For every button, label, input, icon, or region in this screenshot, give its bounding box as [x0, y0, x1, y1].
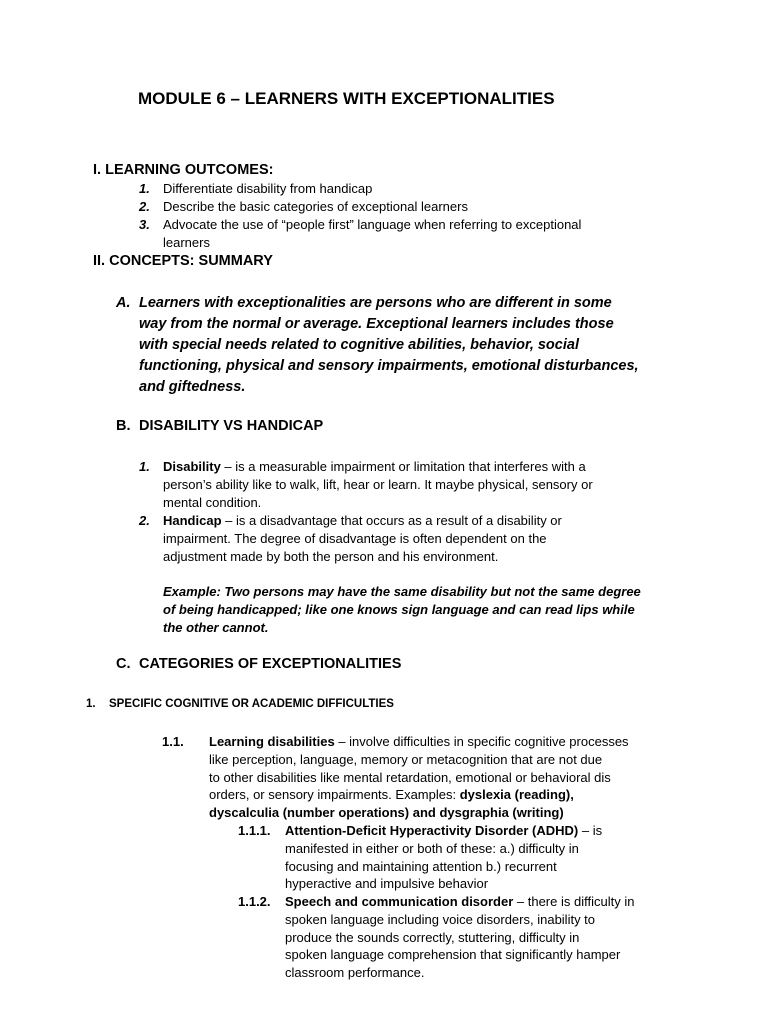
paragraph-line: produce the sounds correctly, stuttering, difficulty in: [285, 929, 580, 945]
paragraph-text: – is: [578, 823, 603, 838]
example-paragraph: [163, 583, 641, 636]
definition-text: – is a disadvantage that occurs as a result of a disability or: [221, 513, 562, 528]
term-handicap: Handicap: [163, 513, 222, 528]
outcome-number: 3.: [139, 217, 150, 232]
paragraph-text: – involve difficulties in specific cognitive processes: [334, 734, 629, 749]
paragraph-line: hyperactive and impulsive behavior: [285, 876, 489, 892]
outcome-text: Describe the basic categories of exceptional learners: [163, 199, 468, 214]
paragraph-line: Learners with exceptionalities are persons who are different in some: [139, 295, 612, 311]
adhd-paragraph: [285, 822, 602, 893]
paragraph-line: spoken language comprehension that significantly hamper: [285, 947, 621, 963]
paragraph-line: to other disabilities like mental retardation, emotional or behavioral dis: [209, 769, 611, 785]
section-a-paragraph: [139, 293, 639, 398]
paragraph-line: way from the normal or average. Exceptional learners includes those: [139, 316, 614, 332]
disability-definition: [163, 458, 593, 511]
definition-line: impairment. The degree of disadvantage is often dependent on the: [163, 530, 547, 546]
paragraph-text: orders, or sensory impairments. Examples:: [209, 787, 460, 803]
definition-line: person’s ability like to walk, lift, hear or learn. It maybe physical, sensory or: [163, 476, 593, 492]
examples-bold: dyslexia (reading),: [459, 787, 574, 803]
definition-line: adjustment made by both the person and his environment.: [163, 548, 499, 564]
paragraph-line: and giftedness.: [139, 379, 246, 395]
learning-outcomes-heading: I. LEARNING OUTCOMES:: [93, 162, 274, 178]
paragraph-line: manifested in either or both of these: a.) difficulty in: [285, 840, 579, 856]
list-number: 2.: [139, 513, 150, 528]
paragraph-text: – there is difficulty in: [513, 894, 635, 909]
section-a-marker: A.: [116, 295, 131, 311]
example-line: the other cannot.: [163, 619, 269, 635]
section-b-heading: DISABILITY VS HANDICAP: [139, 418, 324, 434]
paragraph-line: spoken language including voice disorders, inability to: [285, 911, 596, 927]
outcome-text: Differentiate disability from handicap: [163, 181, 373, 196]
concepts-heading: II. CONCEPTS: SUMMARY: [93, 253, 273, 269]
definition-text: – is a measurable impairment or limitation that interferes with a: [220, 459, 586, 474]
item-number: 1.1.: [162, 734, 184, 749]
term-learning-disabilities: Learning disabilities: [209, 734, 335, 749]
item-number: 1.1.1.: [238, 823, 271, 838]
section-b-marker: B.: [116, 418, 131, 434]
term-speech-disorder: Speech and communication disorder: [285, 894, 514, 909]
paragraph-line: like perception, language, memory or metacognition that are not due: [209, 751, 603, 767]
paragraph-line: classroom performance.: [285, 965, 425, 981]
section-c-heading: CATEGORIES OF EXCEPTIONALITIES: [139, 656, 402, 672]
paragraph-line: functioning, physical and sensory impairments, emotional disturbances,: [139, 358, 639, 374]
paragraph-line: focusing and maintaining attention b.) recurrent: [285, 858, 557, 874]
outcome-text: Advocate the use of “people first” language when referring to exceptional: [163, 217, 582, 232]
subsection-number: 1.: [86, 698, 96, 710]
page-title: MODULE 6 – LEARNERS WITH EXCEPTIONALITIES: [138, 89, 555, 108]
outcome-number: 1.: [139, 181, 150, 196]
speech-paragraph: [285, 893, 634, 982]
term-disability: Disability: [163, 459, 221, 474]
handicap-definition: [163, 512, 562, 565]
list-number: 1.: [139, 459, 150, 474]
outcome-number: 2.: [139, 199, 150, 214]
item-number: 1.1.2.: [238, 894, 271, 909]
learning-disabilities-paragraph: [209, 733, 629, 822]
examples-bold: dyscalculia (number operations) and dysgraphia (writing): [209, 805, 564, 821]
paragraph-line: with special needs related to cognitive abilities, behavior, social: [139, 337, 579, 353]
section-c-marker: C.: [116, 656, 131, 672]
outcome-text: learners: [163, 235, 210, 250]
subsection-heading: SPECIFIC COGNITIVE OR ACADEMIC DIFFICULTIES: [109, 698, 394, 710]
example-line: Example: Two persons may have the same disability but not the same degree: [163, 584, 641, 599]
term-adhd: Attention-Deficit Hyperactivity Disorder (ADHD): [285, 823, 579, 838]
definition-line: mental condition.: [163, 494, 262, 510]
example-line: of being handicapped; like one knows sign language and can read lips while: [163, 601, 635, 617]
